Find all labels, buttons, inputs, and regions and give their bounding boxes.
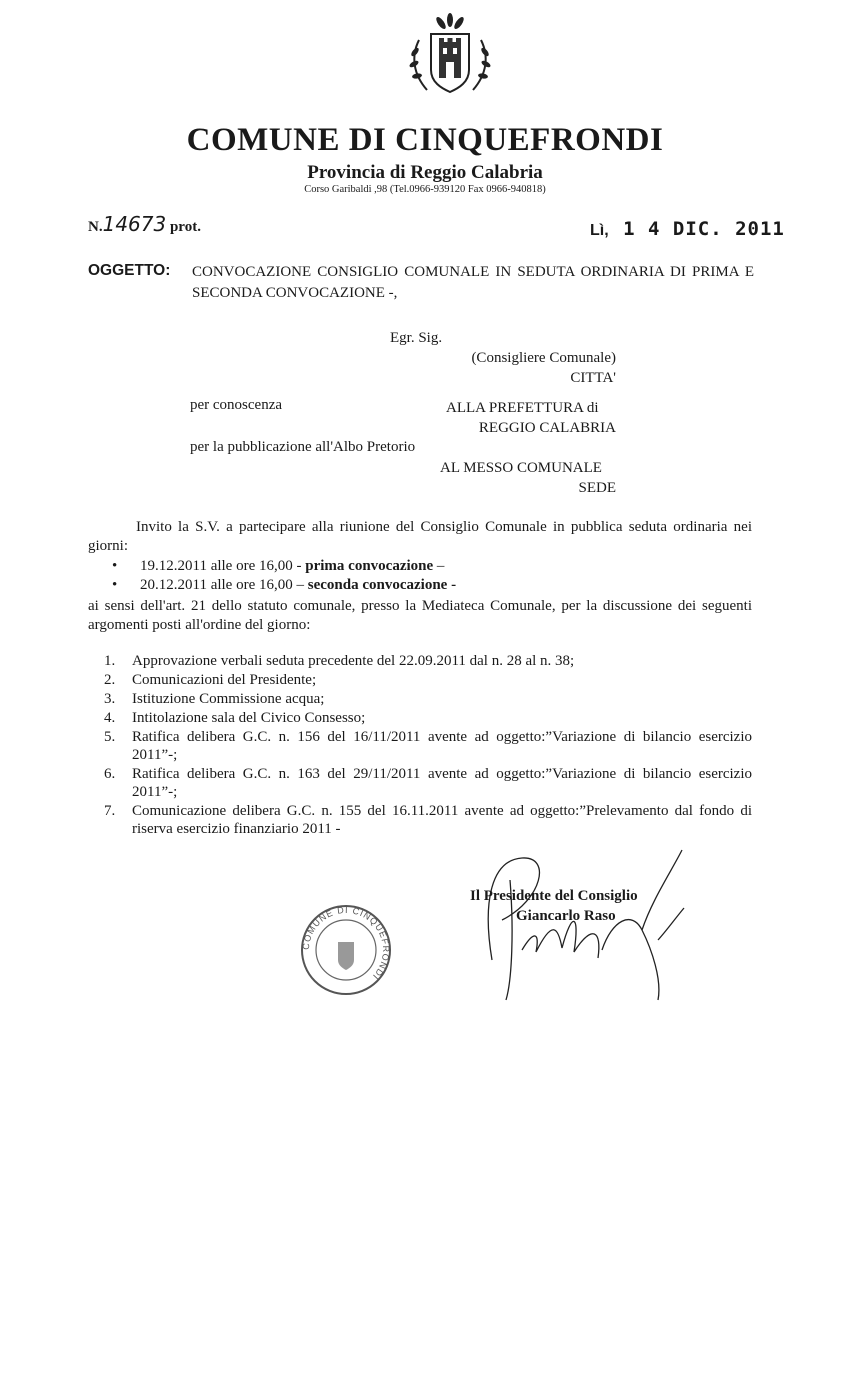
province-name: Provincia di Reggio Calabria xyxy=(307,162,543,183)
salutation: Egr. Sig. xyxy=(390,330,443,346)
cc-label: per conoscenza xyxy=(190,397,283,413)
agenda-item: 7. Comunicazione delibera G.C. n. 155 del 16.11.2011 avente ad oggetto:”Prelevamento dal fondo di riserva esercizio finanziario 2011 - xyxy=(104,803,752,837)
agenda-item: 5. Ratifica delibera G.C. n. 156 del 16/11/2011 avente ad oggetto:”Variazione di bilancio esercizio 2011”-; xyxy=(104,729,752,763)
agenda-item: 2. Comunicazioni del Presidente; xyxy=(104,672,317,688)
signatory-name: Giancarlo Raso xyxy=(516,908,616,924)
convocation-date-1: • 19.12.2011 alle ore 16,00 - prima convocazione – xyxy=(112,558,445,574)
municipality-name: COMUNE DI CINQUEFRONDI xyxy=(186,122,664,158)
agenda-item: 6. Ratifica delibera G.C. n. 163 del 29/11/2011 avente ad oggetto:”Variazione di bilancio esercizio 2011”-; xyxy=(104,766,752,800)
convocation-date-2: • 20.12.2011 alle ore 16,00 – seconda convocazione - xyxy=(112,577,457,593)
date-stamp: 1 4 DIC. 2011 xyxy=(623,218,785,240)
prefettura-line-1: ALLA PREFETTURA di xyxy=(446,400,599,416)
protocol-prefix: N. xyxy=(88,219,103,235)
subject-text: CONVOCAZIONE CONSIGLIO COMUNALE IN SEDUTA ORDINARIA DI PRIMA E SECONDA CONVOCAZIONE -, xyxy=(192,264,754,301)
recipient-role: (Consigliere Comunale) xyxy=(471,350,616,366)
municipality-address: Corso Garibaldi ,98 (Tel.0966-939120 Fax 0966-940818) xyxy=(304,184,546,195)
messo-line-1: AL MESSO COMUNALE xyxy=(440,460,602,476)
handwritten-signature-icon xyxy=(462,840,692,1010)
agenda-item: 1. Approvazione verbali seduta precedente del 22.09.2011 dal n. 28 al n. 38; xyxy=(104,653,575,669)
date-prefix: Lì, xyxy=(590,222,609,239)
document-date xyxy=(590,218,785,240)
protocol-handwritten-number: 14673 xyxy=(102,212,167,236)
agenda-item: 3. Istituzione Commissione acqua; xyxy=(104,691,325,707)
seal-lettering: COMUNE DI CINQUEFRONDI xyxy=(300,904,392,983)
bullet-icon: • xyxy=(112,558,118,574)
protocol-suffix: prot. xyxy=(169,219,201,235)
albo-label: per la pubblicazione all'Albo Pretorio xyxy=(190,439,416,455)
invitation-paragraph: Invito la S.V. a partecipare alla riunione del Consiglio Comunale in pubblica seduta ordinaria nei giorni: xyxy=(88,519,752,554)
agenda-list xyxy=(104,652,752,839)
signatory-title: Il Presidente del Consiglio xyxy=(470,888,638,904)
municipal-crest-icon xyxy=(405,12,495,94)
context-paragraph: ai sensi dell'art. 21 dello statuto comunale, presso la Mediateca Comunale, per la discussione dei seguenti argomenti posti all'ordine del giorno: xyxy=(88,598,752,633)
subject-label: OGGETTO: xyxy=(88,262,171,279)
recipient-city: CITTA' xyxy=(570,370,616,386)
official-seal-icon xyxy=(298,902,394,998)
bullet-icon: • xyxy=(112,577,118,593)
prefettura-line-2: REGGIO CALABRIA xyxy=(478,420,616,436)
agenda-item: 4. Intitolazione sala del Civico Consesso; xyxy=(104,710,366,726)
protocol-number xyxy=(88,212,201,236)
messo-line-2: SEDE xyxy=(578,480,616,496)
